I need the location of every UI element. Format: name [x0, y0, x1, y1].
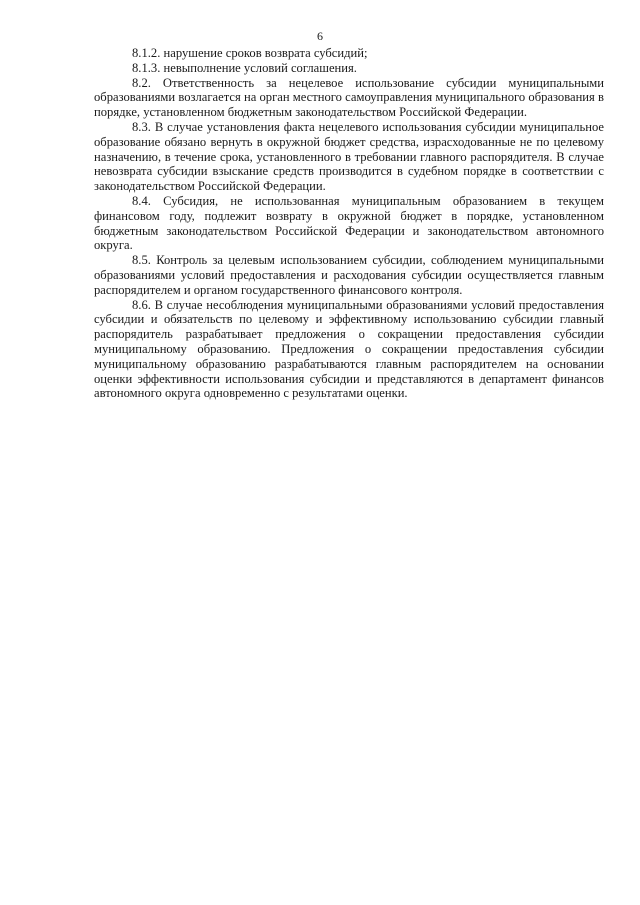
document-body [94, 46, 604, 401]
paragraph-8-5: 8.5. Контроль за целевым использованием субсидии, соблюдением муниципальными образованиями условий предоставления и расходования субсидии осуществляется главным распорядителем и органом государственного финансового контроля. [94, 253, 604, 297]
paragraph-8-2: 8.2. Ответственность за нецелевое использование субсидии муниципальными образованиями возлагается на орган местного самоуправления муниципального образования в порядке, установленном бюджетным законодательством Российской Федерации. [94, 75, 604, 120]
paragraph-8-1-3: 8.1.3. невыполнение условий соглашения. [132, 60, 357, 75]
paragraph-8-4: 8.4. Субсидия, не использованная муниципальным образованием в текущем финансовом году, подлежит возврату в окружной бюджет в порядке, установленном бюджетным законодательством Российской Федерации и законодательством автономного округа. [94, 193, 604, 253]
paragraph-8-1-2: 8.1.2. нарушение сроков возврата субсидий; [132, 46, 368, 60]
paragraph-8-3: 8.3. В случае установления факта нецелевого использования субсидии муниципальное образование обязано вернуть в окружной бюджет средства, израсходованные не по целевому назначению, в течение срока, установленного в требовании главного распорядителя. В случае невозврата субсидии взыскание средств производится в судебном порядке в соответствии с законодательством Российской Федерации. [94, 119, 604, 194]
paragraph-8-6: 8.6. В случае несоблюдения муниципальными образованиями условий предоставления субсидии и обязательств по целевому и эффективному использованию субсидии главный распорядитель разрабатывает предложения о сокращении предоставления субсидии муниципальному образованию. Предложения о сокращении предоставления субсидии муниципальному образованию разрабатываются главным распорядителем на основании оценки эффективности использования субсидии и представляются в департамент финансов автономного округа одновременно с результатами оценки. [94, 297, 604, 401]
page-number: 6 [317, 29, 323, 43]
